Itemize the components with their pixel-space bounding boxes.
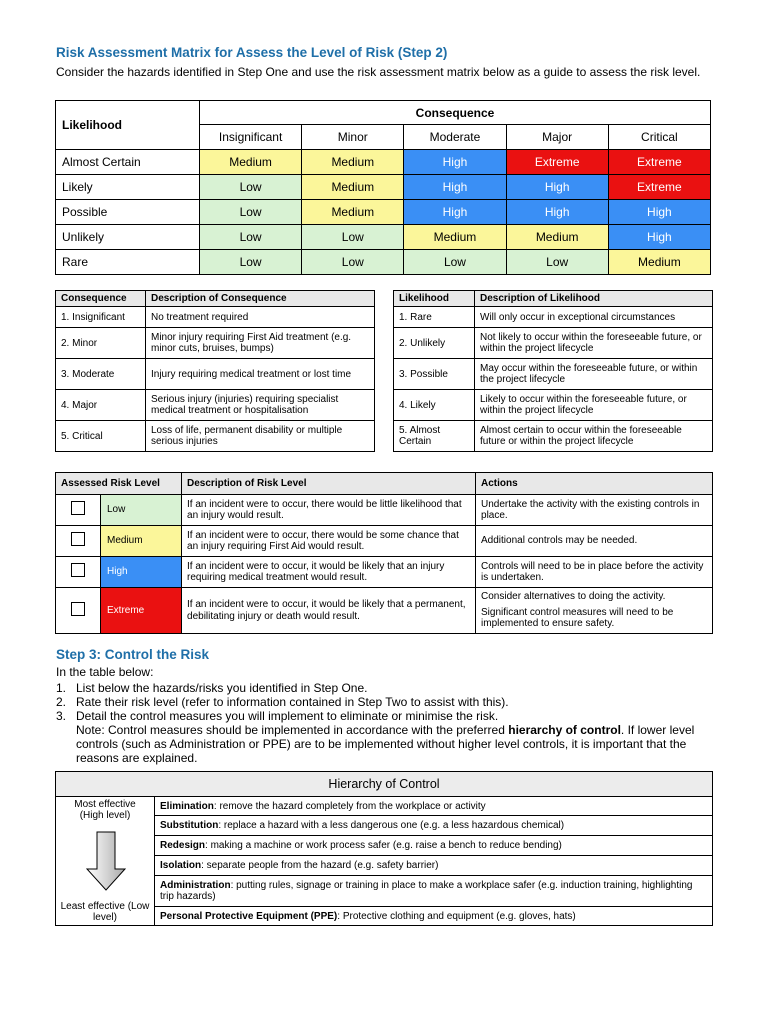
hierarchy-description [155, 836, 713, 856]
likelihood-label: Likely [56, 175, 200, 200]
step-text: List below the hazards/risks you identified in Step One. [76, 681, 368, 695]
actions-cell [476, 588, 713, 634]
matrix-row [56, 225, 711, 250]
description-col-header: Description of Likelihood [475, 291, 713, 307]
level-cell: 3. Possible [394, 359, 475, 390]
control-term: Administration [160, 880, 231, 891]
level-cell: 3. Moderate [56, 359, 146, 390]
step-number: 3. [56, 709, 67, 723]
matrix-row [56, 175, 711, 200]
down-arrow-icon [86, 831, 126, 894]
description-cell: Almost certain to occur within the foreseeable future or within the project lifecycle [475, 421, 713, 452]
matrix-row [56, 200, 711, 225]
table-row [56, 328, 375, 359]
step-text: Detail the control measures you will implement to eliminate or minimise the risk. [76, 709, 499, 723]
risk-level-row [56, 588, 713, 634]
control-term: Substitution [160, 820, 219, 831]
page-title: Risk Assessment Matrix for Assess the Level of Risk (Step 2) [56, 45, 448, 60]
risk-description-cell: If an incident were to occur, it would be likely that a permanent, debilitating injury or death would result. [182, 588, 476, 634]
actions-cell [476, 495, 713, 526]
risk-cell: Low [200, 175, 302, 200]
description-cell: Loss of life, permanent disability or multiple serious injuries [146, 421, 375, 452]
matrix-row [56, 150, 711, 175]
risk-cell: Low [200, 250, 302, 275]
likelihood-label: Unlikely [56, 225, 200, 250]
most-effective-label: Most effective (High level) [74, 799, 136, 821]
risk-cell: Low [404, 250, 506, 275]
likelihood-col-header: Likelihood [394, 291, 475, 307]
step3-intro: In the table below: [56, 665, 154, 679]
risk-level-swatch: Extreme [101, 588, 182, 634]
assessed-level-header: Assessed Risk Level [56, 473, 182, 495]
table-row [56, 307, 375, 328]
likelihood-label: Almost Certain [56, 150, 200, 175]
likelihood-label: Possible [56, 200, 200, 225]
control-text: : replace a hazard with a less dangerous one (e.g. a less hazardous chemical) [218, 820, 565, 831]
least-effective-label: Least effective (Low level) [60, 901, 150, 923]
risk-level-row [56, 495, 713, 526]
consequence-header: Consequence [200, 101, 711, 125]
risk-level-swatch: Medium [101, 526, 182, 557]
intro-text: Consider the hazards identified in Step One and use the risk assessment matrix below as a guide to assess the risk level. [56, 65, 701, 79]
likelihood-table [393, 290, 713, 452]
column-header: Moderate [404, 125, 506, 150]
description-cell: May occur within the foreseeable future, or within the project lifecycle [475, 359, 713, 390]
risk-description-cell: If an incident were to occur, there would be little likelihood that an injury would result. [182, 495, 476, 526]
hierarchy-title: Hierarchy of Control [56, 772, 713, 797]
hierarchy-description [155, 797, 713, 816]
control-text: : putting rules, signage or training in place to make a workplace safer (e.g. induction training, highlighting trip hazards) [160, 880, 693, 902]
control-text: : separate people from the hazard (e.g. safety barrier) [201, 860, 439, 871]
description-cell: No treatment required [146, 307, 375, 328]
risk-matrix [55, 100, 711, 275]
hierarchy-table [55, 771, 713, 926]
risk-cell: Medium [506, 225, 608, 250]
effectiveness-arrow-cell [56, 797, 155, 926]
table-row [56, 359, 375, 390]
control-text: : making a machine or work process safer (e.g. raise a bench to reduce bending) [205, 840, 562, 851]
action-text: Additional controls may be needed. [481, 535, 638, 547]
step-number: 2. [56, 695, 67, 709]
risk-cell: Low [302, 250, 404, 275]
actions-cell [476, 526, 713, 557]
table-row [56, 421, 375, 452]
risk-cell: Low [200, 200, 302, 225]
risk-cell: Extreme [608, 150, 710, 175]
risk-cell: High [404, 200, 506, 225]
control-term: Personal Protective Equipment (PPE) [160, 910, 338, 922]
risk-level-row [56, 526, 713, 557]
step3-list [54, 681, 716, 765]
risk-cell: Extreme [506, 150, 608, 175]
risk-description-cell: If an incident were to occur, it would be likely that an injury requiring medical treatment would result. [182, 557, 476, 588]
hierarchy-description [155, 816, 713, 836]
checkbox-cell [56, 588, 101, 634]
likelihood-header: Likelihood [56, 101, 200, 150]
risk-description-header: Description of Risk Level [182, 473, 476, 495]
level-cell: 1. Insignificant [56, 307, 146, 328]
table-row [56, 390, 375, 421]
level-cell: 2. Unlikely [394, 328, 475, 359]
note-bold: hierarchy of control [508, 723, 621, 737]
level-cell: 1. Rare [394, 307, 475, 328]
control-term: Redesign [160, 840, 206, 851]
column-header: Major [506, 125, 608, 150]
risk-cell: High [404, 150, 506, 175]
hierarchy-description [155, 856, 713, 876]
column-header: Critical [608, 125, 710, 150]
step-text: Rate their risk level (refer to information contained in Step Two to assist with this). [76, 695, 509, 709]
column-header: Insignificant [200, 125, 302, 150]
table-row [394, 328, 713, 359]
description-cell: Minor injury requiring First Aid treatment (e.g. minor cuts, bruises, bumps) [146, 328, 375, 359]
level-cell: 4. Major [56, 390, 146, 421]
consequence-col-header: Consequence [56, 291, 146, 307]
control-text: : Protective clothing and equipment (e.g. gloves, hats) [337, 910, 576, 922]
note-prefix: Note: Control measures should be implemented in accordance with the preferred [76, 723, 509, 737]
risk-description-cell: If an incident were to occur, there would be some chance that an injury requiring First Aid would result. [182, 526, 476, 557]
actions-header: Actions [476, 473, 713, 495]
checkbox-cell [56, 557, 101, 588]
risk-level-checkbox[interactable] [71, 532, 85, 546]
column-header: Minor [302, 125, 404, 150]
table-row [394, 421, 713, 452]
risk-level-swatch: Low [101, 495, 182, 526]
risk-cell: High [608, 225, 710, 250]
table-row [394, 390, 713, 421]
risk-level-swatch: High [101, 557, 182, 588]
control-term: Elimination [160, 800, 214, 812]
table-row [394, 307, 713, 328]
description-cell: Injury requiring medical treatment or lost time [146, 359, 375, 390]
risk-cell: Low [200, 225, 302, 250]
checkbox-cell [56, 495, 101, 526]
level-cell: 5. Critical [56, 421, 146, 452]
risk-cell: Medium [302, 150, 404, 175]
matrix-row [56, 250, 711, 275]
action-text: Controls will need to be in place before the activity is undertaken. [481, 560, 704, 583]
risk-cell: High [608, 200, 710, 225]
hierarchy-description [155, 907, 713, 926]
step-item [54, 681, 716, 695]
risk-cell: Medium [404, 225, 506, 250]
step-item [54, 695, 716, 709]
hierarchy-description [155, 876, 713, 907]
action-text: Significant control measures will need to be implemented to ensure safety. [481, 606, 674, 630]
risk-level-checkbox[interactable] [71, 563, 85, 577]
action-text: Undertake the activity with the existing controls in place. [481, 498, 700, 521]
step-number: 1. [56, 681, 67, 695]
risk-cell: High [506, 200, 608, 225]
control-text: : remove the hazard completely from the workplace or activity [213, 800, 486, 812]
consequence-table [55, 290, 375, 452]
risk-cell: Medium [302, 200, 404, 225]
level-cell: 5. Almost Certain [394, 421, 475, 452]
table-row [394, 359, 713, 390]
description-col-header: Description of Consequence [146, 291, 375, 307]
risk-cell: Medium [302, 175, 404, 200]
step-item [54, 709, 716, 765]
risk-cell: Medium [200, 150, 302, 175]
control-term: Isolation [160, 860, 202, 871]
risk-cell: Low [302, 225, 404, 250]
risk-level-checkbox[interactable] [71, 602, 85, 616]
level-cell: 2. Minor [56, 328, 146, 359]
risk-level-row [56, 557, 713, 588]
note-suffix: . If lower level controls (such as Administration or PPE) are to be implemented without higher level controls, it is important that the reasons are explained. [76, 723, 695, 765]
level-cell: 4. Likely [394, 390, 475, 421]
risk-cell: Extreme [608, 175, 710, 200]
step-note [76, 723, 716, 765]
checkbox-cell [56, 526, 101, 557]
risk-cell: Low [506, 250, 608, 275]
risk-cell: High [506, 175, 608, 200]
risk-level-table [55, 472, 713, 634]
step3-title: Step 3: Control the Risk [56, 647, 210, 662]
action-text: Consider alternatives to doing the activity. [481, 591, 666, 603]
actions-cell [476, 557, 713, 588]
description-cell: Likely to occur within the foreseeable future, or within the project lifecycle [475, 390, 713, 421]
description-cell: Will only occur in exceptional circumstances [475, 307, 713, 328]
description-cell: Not likely to occur within the foreseeable future, or within the project lifecycle [475, 328, 713, 359]
risk-cell: Medium [608, 250, 710, 275]
likelihood-label: Rare [56, 250, 200, 275]
description-cell: Serious injury (injuries) requiring specialist medical treatment or hospitalisation [146, 390, 375, 421]
risk-level-checkbox[interactable] [71, 501, 85, 515]
hierarchy-row [56, 797, 713, 816]
risk-cell: High [404, 175, 506, 200]
